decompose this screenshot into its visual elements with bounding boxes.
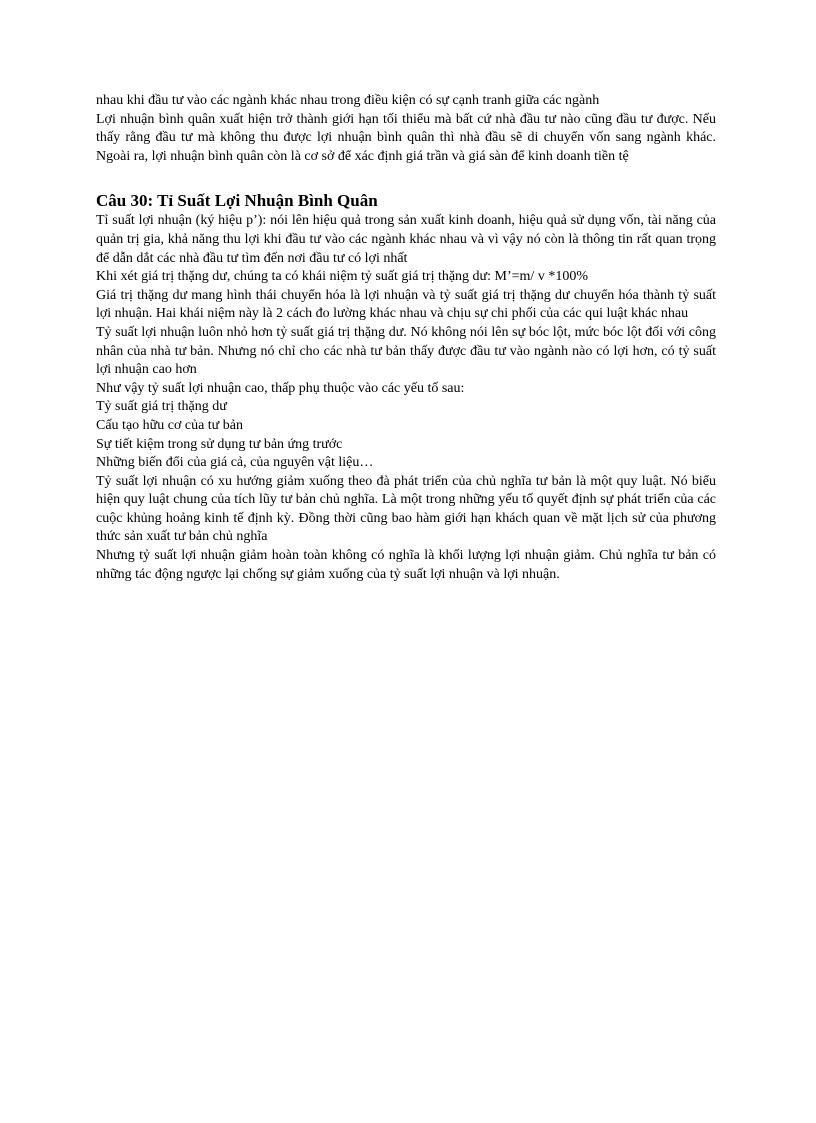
intro-paragraph-2: Lợi nhuận bình quân xuất hiện trở thành giới hạn tối thiểu mà bất cứ nhà đầu tư nào cũng đầu tư được. Nếu thấy rằng đầu tư mà không thu được lợi nhuận bình quân thì nhà đầu sẽ di chuyển vốn sang ngành khác. Ngoài ra, lợi nhuận bình quân còn là cơ sở để xác định giá trần và giá sàn để kinh doanh tiền tệ [96,111,716,164]
formula-paragraph: Khi xét giá trị thặng dư, chúng ta có khái niệm tỷ suất giá trị thặng dư: M’=m/ v *100% [96,269,588,285]
factors-intro: Như vậy tỷ suất lợi nhuận cao, thấp phụ thuộc vào các yếu tố sau: [96,380,465,396]
factor-item-1: Tỷ suất giá trị thặng dư [96,399,227,415]
factor-item-2: Cấu tạo hữu cơ của tư bản [96,417,243,433]
section-heading: Câu 30: Tỉ Suất Lợi Nhuận Bình Quân [96,191,378,211]
definition-paragraph: Tỉ suất lợi nhuận (ký hiệu p’): nói lên hiệu quả trong sản xuất kinh doanh, hiệu quả sử dụng vốn, tài năng của quản trị gia, khả năng thu lợi khi đầu tư vào các ngành khác nhau và vì vậy nó còn là thông tin rất quan trọng để dẫn dắt các nhà đầu tư tìm đến nơi đầu tư có lợi nhất [96,213,716,266]
section-spacer [96,166,716,190]
intro-paragraph-1: nhau khi đầu tư vào các ngành khác nhau trong điều kiện có sự cạnh tranh giữa các ngành [96,93,600,108]
document-page [96,92,716,584]
factor-item-4: Những biến đổi của giá cả, của nguyên vật liệu… [96,455,374,471]
factor-item-3: Sự tiết kiệm trong sử dụng tư bản ứng trước [96,436,343,452]
transformation-paragraph: Giá trị thặng dư mang hình thái chuyển hóa là lợi nhuận và tỷ suất giá trị thặng dư chuyển hóa thành tỷ suất lợi nhuận. Hai khái niệm này là 2 cách đo lường khác nhau và chịu sự chi phối của các qui luật khác nhau [96,287,716,322]
conclusion-paragraph: Nhưng tỷ suất lợi nhuận giảm hoàn toàn không có nghĩa là khối lượng lợi nhuận giảm. Chủ nghĩa tư bản có những tác động ngược lại chống sự giảm xuống của tỷ suất lợi nhuận và lợi nhuận. [96,548,716,582]
trend-paragraph: Tỷ suất lợi nhuận có xu hướng giảm xuống theo đà phát triển của chủ nghĩa tư bản là một quy luật. Nó biểu hiện quy luật chung của tích lũy tư bản chủ nghĩa. Là một trong những yếu tố quyết định sự phát triển của các cuộc khủng hoảng kinh tế định kỳ. Đồng thời cũng bao hàm giới hạn khách quan về mặt lịch sử của phương thức sản xuất tư bản chủ nghĩa [96,473,716,545]
comparison-paragraph: Tỷ suất lợi nhuận luôn nhỏ hơn tỷ suất giá trị thặng dư. Nó không nói lên sự bóc lột, mức bóc lột đối với công nhân của nhà tư bản. Nhưng nó chỉ cho các nhà tư bản thấy được đầu tư vào ngành nào có lợi hơn, có tỷ suất lợi nhuận cao hơn [96,324,716,378]
